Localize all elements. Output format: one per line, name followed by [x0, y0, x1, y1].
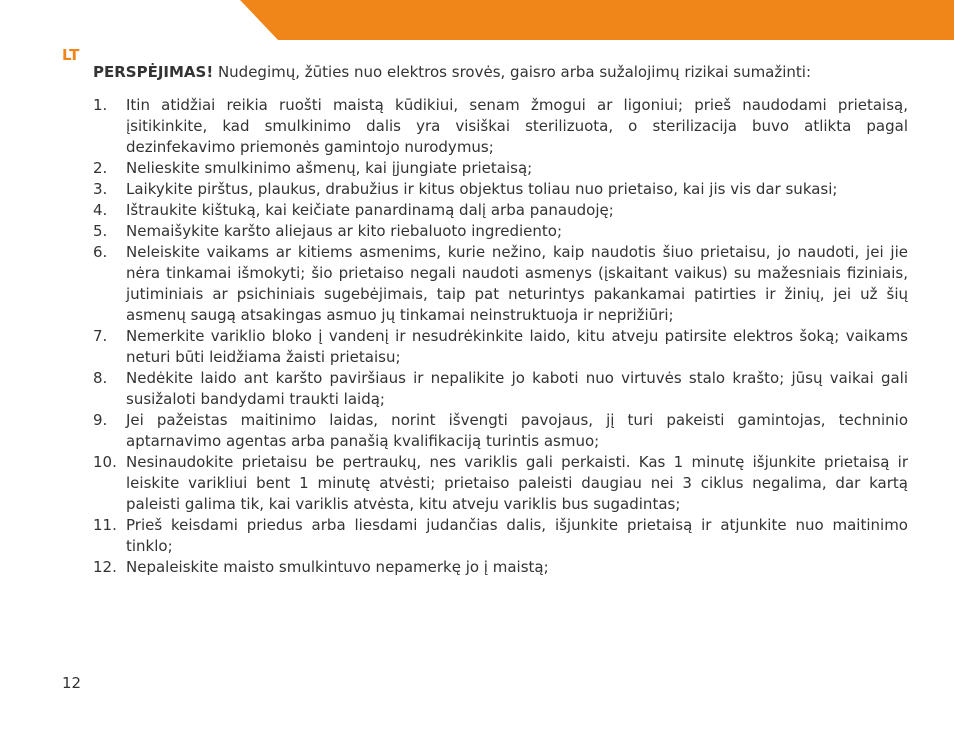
item-text: Nesinaudokite prietaisu be pertraukų, nes variklis gali perkaisti. Kas 1 minutę išjunkite prietaisą ir leiskite varikliui bent 1 minutę atvėsti; prietaiso paleisti daugiau nei 3 ciklus negalima, dar kartą paleisti galima tik, kai variklis atvėsta, kitu atveju variklis bus sugadintas;	[126, 453, 908, 513]
list-item	[93, 179, 908, 200]
item-text: Neleiskite vaikams ar kitiems asmenims, kurie nežino, kaip naudotis šiuo prietaisu, jo naudoti, jei jie nėra tinkamai išmokyti; šio prietaiso negali naudoti asmenys (įskaitant vaikus) su mažesniais fiziniais, jutiminiais ar psichiniais sugebėjimais, taip pat neturintys pakankamai patirties ir žinių, jei už šių asmenų saugą atsakingas asmuo jų tinkamai neinstruktuoja ir neprižiūri;	[126, 243, 908, 324]
item-text: Jei pažeistas maitinimo laidas, norint išvengti pavojaus, jį turi pakeisti gamintojas, techninio aptarnavimo agentas arba panašią kvalifikaciją turintis asmuo;	[126, 411, 908, 450]
item-text: Prieš keisdami priedus arba liesdami judančias dalis, išjunkite prietaisą ir atjunkite nuo maitinimo tinklo;	[126, 516, 908, 555]
list-item	[93, 242, 908, 326]
item-text: Nemerkite variklio bloko į vandenį ir nesudrėkinkite laido, kitu atveju patirsite elektros šoką; vaikams neturi būti leidžiama žaisti prietaisu;	[126, 327, 908, 366]
list-item	[93, 557, 908, 578]
list-item	[93, 95, 908, 158]
language-tag: LT	[62, 46, 80, 64]
item-number: 2.	[93, 159, 108, 177]
header-accent-bar	[240, 0, 954, 40]
warning-paragraph	[93, 62, 908, 83]
item-number: 9.	[93, 411, 108, 429]
item-number: 4.	[93, 201, 108, 219]
item-text: Nemaišykite karšto aliejaus ar kito riebaluoto ingrediento;	[126, 222, 563, 240]
warning-text: Nudegimų, žūties nuo elektros srovės, gaisro arba sužalojimų rizikai sumažinti:	[213, 63, 812, 81]
item-number: 6.	[93, 243, 108, 261]
item-number: 12.	[93, 558, 117, 576]
item-number: 10.	[93, 453, 117, 471]
item-text: Itin atidžiai reikia ruošti maistą kūdikiui, senam žmogui ar ligoniui; prieš naudodami prietaisą, įsitikinkite, kad smulkinimo dalis yra visiškai sterilizuota, o sterilizacija buvo atlikta pagal dezinfekavimo priemonės gamintojo nurodymus;	[126, 96, 908, 156]
item-text: Nepaleiskite maisto smulkintuvo nepamerkę jo į maistą;	[126, 558, 549, 576]
list-item	[93, 200, 908, 221]
item-text: Ištraukite kištuką, kai keičiate panardinamą dalį arba panaudoję;	[126, 201, 614, 219]
list-item	[93, 326, 908, 368]
item-number: 11.	[93, 516, 117, 534]
safety-list	[93, 95, 908, 578]
safety-section	[93, 62, 908, 578]
item-number: 3.	[93, 180, 108, 198]
item-number: 5.	[93, 222, 108, 240]
item-number: 1.	[93, 96, 108, 114]
list-item	[93, 515, 908, 557]
item-text: Laikykite pirštus, plaukus, drabužius ir kitus objektus toliau nuo prietaiso, kai jis vis dar sukasi;	[126, 180, 838, 198]
warning-heading: PERSPĖJIMAS!	[93, 63, 214, 81]
list-item	[93, 452, 908, 515]
item-number: 8.	[93, 369, 108, 387]
item-number: 7.	[93, 327, 108, 345]
list-item	[93, 158, 908, 179]
list-item	[93, 368, 908, 410]
item-text: Nelieskite smulkinimo ašmenų, kai įjungiate prietaisą;	[126, 159, 533, 177]
item-text: Nedėkite laido ant karšto paviršiaus ir nepalikite jo kaboti nuo virtuvės stalo krašto; jūsų vaikai gali susižaloti bandydami traukti laidą;	[126, 369, 908, 408]
list-item	[93, 221, 908, 242]
page-number: 12	[62, 674, 82, 692]
list-item	[93, 410, 908, 452]
